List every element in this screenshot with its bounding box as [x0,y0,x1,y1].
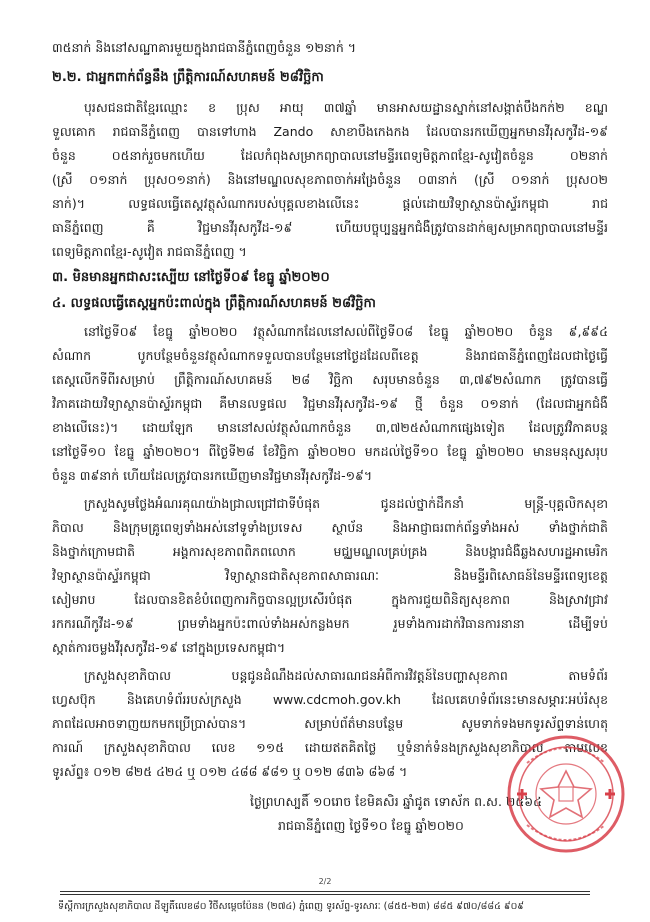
text-line: សំណាក បូកបន្ថែមចំនួនវត្ថុសំណាកទទួលបានបន្ថែមនៅថ្ងៃដដែលពីខេត្ត និងរាជធានីភ្នំពេញដែលជាថ្ងៃធ្វើ [52,348,608,363]
text-line: តេស្តលើកទីពីរសម្រាប់ ព្រឹត្តិការណ៍សហគមន៍ ២៨ វិច្ឆិកា សរុបមានចំនួន ៣,៧៩២សំណាក ត្រូវបានធ្វើ [52,372,608,387]
footer-divider [60,891,590,892]
text-line: ចំនួន ៣៩នាក់ ហើយដែលត្រូវបានរកឃើញមានវិជ្ជមានវីរុសកូវីដ-១៩។ [52,468,373,483]
text-line: ខាងលើនេះ)។ ដោយឡែក មាននៅសល់វត្ថុសំណាកចំនួន ៣,៧២៥សំណាកផ្សេងទៀត ដែលត្រូវវិភាគបន្ត [52,420,608,435]
ministry-seal-stamp [505,733,627,855]
section-heading-4: ៤. លទ្ធផលធ្វើតេស្តអ្នកប៉ះពាល់ក្នុង ព្រឹត្តិការណ៍សហគមន៍ ២៨វិច្ឆិកា [52,296,376,311]
footer-address: ទីស្តីការក្រសួងសុខាភិបាល ដីឡូតិ៍លេខ៨០ វិថីសម្តេចប៉ែនន (២៧៤) ភ្នំពេញ ទូរស័ព្ទ-ទូរសារៈ (៨៥៥-២៣) ៨៨៥ ៩៧០/៨៨៤ ៩០៩ [58,901,525,912]
date-line-lunar: ថ្ងៃព្រហស្បតិ៍ ១០រោច ខែមិគសិរ ឆ្នាំជូត ទោស័ក ព.ស. ២៥៦៤ [250,794,542,809]
text-line: ៣៥នាក់ និងនៅសណ្ឋាគារមួយក្នុងរាជធានីភ្នំពេញចំនួន ១២នាក់ ។ [52,40,356,55]
text-line: ភាពដែលអាចទាញយកមកប្រើប្រាស់បាន។ សម្រាប់ព័ត៌មានបន្ថែម សូមទាក់ទងមកទូរស័ព្ទទាន់ហេតុ [52,716,608,731]
text-line: ក្រសួងសុខាភិបាល បន្តជូនដំណឹងដល់សាធារណជនអំពីការវិវត្តន៍នៃបញ្ហាសុខភាព តាមទំព័រ [84,668,608,683]
text-line: ទួលគោក រាជធានីភ្នំពេញ បានទៅហាង Zando សាខាបឹងកេងកង ដែលបានរកឃើញអ្នកមានវីរុសកូវីដ-១៩ [52,124,608,139]
text-line: ស្កាត់ការចម្លងវីរុសកូវីដ-១៩ នៅក្នុងប្រទេសកម្ពុជា។ [52,640,286,655]
text-line: ធានីភ្នំពេញ គឺ វិជ្ជមានវីរុសកូវីដ-១៩ ហើយបច្ចុប្បន្នអ្នកជំងឺត្រូវបានដាក់ឲ្យសម្រាកព្យាបាលនៅមន្ទីរ [52,220,608,235]
text-line: ការណ៍ ក្រសួងសុខាភិបាល លេខ ១១៥ ដោយឥតគិតថ្លៃ ឬទំនាក់ទំនងក្រសួងសុខាភិបាល តាមលេខ [52,740,608,755]
text-line: ក្រសួងសូមថ្លែងអំណរគុណយ៉ាងជ្រាលជ្រៅជាទីបំផុត ជូនដល់ថ្នាក់ដឹកនាំ មន្ត្រី-បុគ្គលិកសុខា [84,496,608,511]
text-line: នៅថ្ងៃទី០៩ ខែធ្នូ ឆ្នាំ២០២០ វត្ថុសំណាកដែលនៅសល់ពីថ្ងៃទី០៨ ខែធ្នូ ឆ្នាំ២០២០ ចំនួន ៩,៩៩៤ [84,324,608,339]
text-line: និងថ្នាក់ក្រោមជាតិ អង្គការសុខភាពពិភពលោក មជ្ឈមណ្ឌលគ្រប់គ្រង និងបង្ការជំងឺឆ្លងសហរដ្ឋអាមេរិក [52,544,608,559]
text-line: នៅថ្ងៃទី១០ ខែធ្នូ ឆ្នាំ២០២០។ ពីថ្ងៃទី២៨ ខែវិច្ឆិកា ឆ្នាំ២០២០ មកដល់ថ្ងៃទី១០ ខែធ្នូ ឆ្នាំ២០២០ មានមនុស្សសរុប [52,444,608,459]
text-line: នាក់)។ លទ្ធផលធ្វើតេស្តវត្ថុសំណាករបស់បុគ្គលខាងលើនេះ ផ្តល់ដោយវិទ្យាស្ថានប៉ាស្ទ័រកម្ពុជា រាជ [52,196,608,211]
text-line: វិភាគដោយវិទ្យាស្ថានប៉ាស្ទ័រកម្ពុជា គឺមានលទ្ធផល វិជ្ជមានវីរុសកូវីដ-១៩ ថ្មី ចំនួន ០១នាក់ (ដែលជាអ្នកជំងឺ [52,396,608,411]
text-line: ទូរស័ព្ទ៖ ០១២ ៨២៥ ៤២៤ ឬ ០១២ ៤៨៨ ៩៨១ ឬ ០១២ ៨៣៦ ៨៦៨ ។ [52,764,408,779]
text-line: រកករណីកូវីដ-១៩ ព្រមទាំងអ្នកប៉ះពាល់ទាំងអស់កន្លងមក រួមទាំងការដាក់វិធានការនានា ដើម្បីទប់ [52,616,608,631]
footer-divider [60,894,590,895]
text-line: វិទ្យាស្ថានប៉ាស្ទ័រកម្ពុជា វិទ្យាស្ថានជាតិសុខភាពសាធារណៈ និងមន្ទីរពិសោធន៍នៃមន្ទីរពេទ្យខេត្ត [52,568,608,583]
text-line: ពេទ្យមិត្តភាពខ្មែរ-សូវៀត រាជធានីភ្នំពេញ ។ [52,244,247,259]
text-line: ចំនួន ០៥នាក់រួចមកហើយ ដែលកំពុងសម្រាកព្យាបាលនៅមន្ទីរពេទ្យមិត្តភាពខ្មែរ-សូវៀតចំនួន ០២នាក់ [52,148,608,163]
text-line: ភិបាល និងក្រុមគ្រូពេទ្យទាំងអស់នៅទូទាំងប្រទេស ស្ថាប័ន និងអាជ្ញាធរពាក់ព័ន្ធទាំងអស់ ទាំងថ្នាក់ជាតិ [52,520,608,535]
text-line: សៀមរាប ដែលបានខិតខំបំពេញការកិច្ចបានល្អប្រសើរបំផុត ក្នុងការជួយពិនិត្យសុខភាព និងស្រាវជ្រាវ [52,592,608,607]
date-line-solar: រាជធានីភ្នំពេញ ថ្ងៃទី១០ ខែធ្នូ ឆ្នាំ២០២០ [278,818,464,833]
page-number: 2/2 [318,877,332,886]
section-heading-3: ៣. មិនមានអ្នកជាសះស្បើយ នៅថ្ងៃទី០៩ ខែធ្នូ ឆ្នាំ២០២០ [52,270,330,285]
section-heading-2-2: ២.២. ជាអ្នកពាក់ព័ន្ធនឹង ព្រឹត្តិការណ៍សហគមន៍ ២៨វិច្ឆិកា [52,70,324,85]
text-line: បុរសជនជាតិខ្មែរឈ្មោះ ខ ប្រុស អាយុ ៣៧ឆ្នាំ មានអាសយដ្ឋានស្នាក់នៅសង្កាត់បឹងកក់២ ខណ្ឌ [84,100,608,115]
text-line: ហ្វេសប៊ុក និងគេហទំព័ររបស់ក្រសួង www.cdcmoh.gov.kh ដែលគេហទំព័រនេះមានសម្ភារៈអប់រំសុខ [52,692,608,707]
text-line: (ស្រី ០១នាក់ ប្រុស០១នាក់) និងនៅមណ្ឌលសុខភាពចាក់អង្រែចំនួន ០៣នាក់ (ស្រី ០១នាក់ ប្រុស០២ [52,172,608,187]
